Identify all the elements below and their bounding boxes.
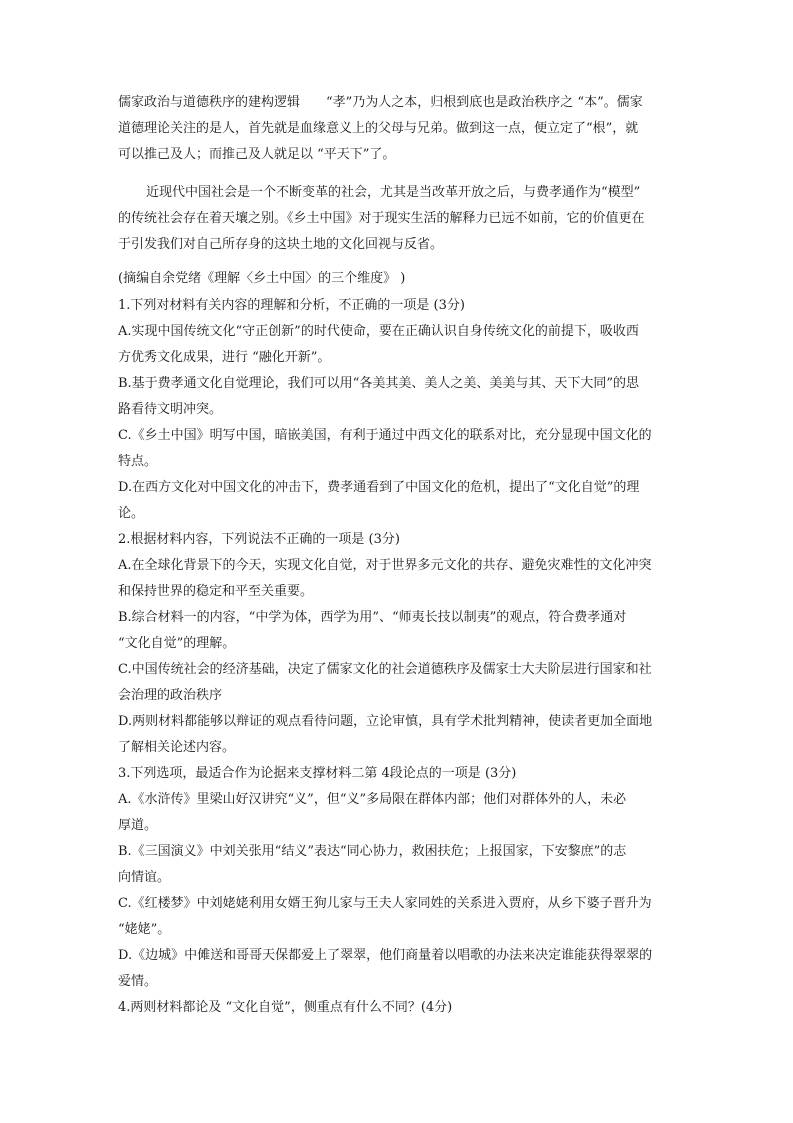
question-4-stem: 4.两则材料都论及 “文化自觉”，侧重点有什么不同？(4分) [118, 1000, 453, 1015]
question-1-option-a-line2: 方优秀文化成果，进行 “融化开新”。 [118, 350, 331, 365]
passage-para2-line1: 近现代中国社会是一个不断变革的社会，尤其是当改革开放之后，与费孝通作为“模型” [146, 185, 641, 200]
question-2-stem: 2.根据材料内容，下列说法不正确的一项是 (3分) [118, 532, 400, 547]
passage-para2-line3: 于引发我们对自己所存身的这块土地的文化回视与反省。 [118, 237, 444, 252]
passage-para1-line1: 儒家政治与道德秩序的建构逻辑 “孝”乃为人之本，归根到底也是政治秩序之 “本”。儒家 [118, 95, 643, 110]
passage-para1-line2: 道德理论关注的是人，首先就是血缘意义上的父母与兄弟。做到这一点，便立定了“根”，就 [118, 121, 639, 136]
question-2-option-c-line2: 会治理的政治秩序 [118, 688, 223, 703]
passage-para2-line2: 的传统社会存在着天壤之别。《乡土中国》对于现实生活的解释力已远不如前，它的价值更在 [118, 211, 645, 226]
question-3-option-c-line2: “姥姥”。 [118, 922, 171, 937]
question-1-option-d-line1: D.在西方文化对中国文化的冲击下，费孝通看到了中国文化的危机，提出了“文化自觉”的理 [118, 480, 640, 495]
question-1-option-d-line2: 论。 [118, 506, 145, 521]
question-3-option-a-line1: A.《水浒传》里梁山好汉讲究“义”，但“义”多局限在群体内部；他们对群体外的人，未必 [118, 792, 627, 807]
question-3-option-a-line2: 厚道。 [118, 818, 158, 833]
question-3-option-d-line1: D.《边城》中傩送和哥哥天保都爱上了翠翠，他们商量着以唱歌的办法来决定谁能获得翠翠的 [118, 948, 653, 963]
question-2-option-d-line1: D.两则材料都能够以辩证的观点看待问题，立论审慎，具有学术批判精神，使读者更加全面地 [118, 714, 653, 729]
passage-source: (摘编自余党绪《理解〈乡土中国〉的三个维度》 ) [118, 271, 406, 286]
question-3-stem: 3.下列选项，最适合作为论据来支撑材料二第 4段论点的一项是 (3分) [118, 766, 517, 781]
question-3-option-b-line2: 向情谊。 [118, 870, 171, 885]
question-1-option-b-line1: B.基于费孝通文化自觉理论，我们可以用“各美其美、美人之美、美美与其、天下大同”的思 [118, 376, 639, 391]
question-2-option-b-line2: “文化自觉”的理解。 [118, 636, 236, 651]
question-1-stem: 1.下列对材料有关内容的理解和分析，不正确的一项是 (3分) [118, 298, 465, 313]
question-3-option-b-line1: B.《三国演义》中刘关张用“结义”表达“同心协力，救困扶危；上报国家，下安黎庶”的志 [118, 844, 627, 859]
question-2-option-c-line1: C.中国传统社会的经济基础，决定了儒家文化的社会道德秩序及儒家士大夫阶层进行国家和社 [118, 662, 652, 677]
question-2-option-a-line2: 和保持世界的稳定和平至关重要。 [118, 584, 314, 599]
question-2-option-d-line2: 了解相关论述内容。 [118, 740, 236, 755]
passage-para1-line3: 可以推己及人；而推己及人就足以 “平天下”了。 [118, 147, 396, 162]
question-1-option-b-line2: 路看待文明冲突。 [118, 402, 223, 417]
question-3-option-c-line1: C.《红楼梦》中刘姥姥利用女婿王狗儿家与王夫人家同姓的关系进入贾府，从乡下婆子晋升为 [118, 896, 652, 911]
question-3-option-d-line2: 爱情。 [118, 974, 158, 989]
question-1-option-a-line1: A.实现中国传统文化“守正创新”的时代使命，要在正确认识自身传统文化的前提下，吸收西 [118, 324, 639, 339]
question-2-option-a-line1: A.在全球化背景下的今天，实现文化自觉，对于世界多元文化的共存、避免灾难性的文化冲突 [118, 558, 652, 573]
question-1-option-c-line2: 特点。 [118, 454, 158, 469]
question-1-option-c-line1: C.《乡土中国》明写中国，暗嵌美国，有利于通过中西文化的联系对比，充分显现中国文化的 [118, 428, 652, 443]
question-2-option-b-line1: B.综合材料一的内容，“中学为体，西学为用”、“师夷长技以制夷”的观点，符合费孝通对 [118, 610, 627, 625]
